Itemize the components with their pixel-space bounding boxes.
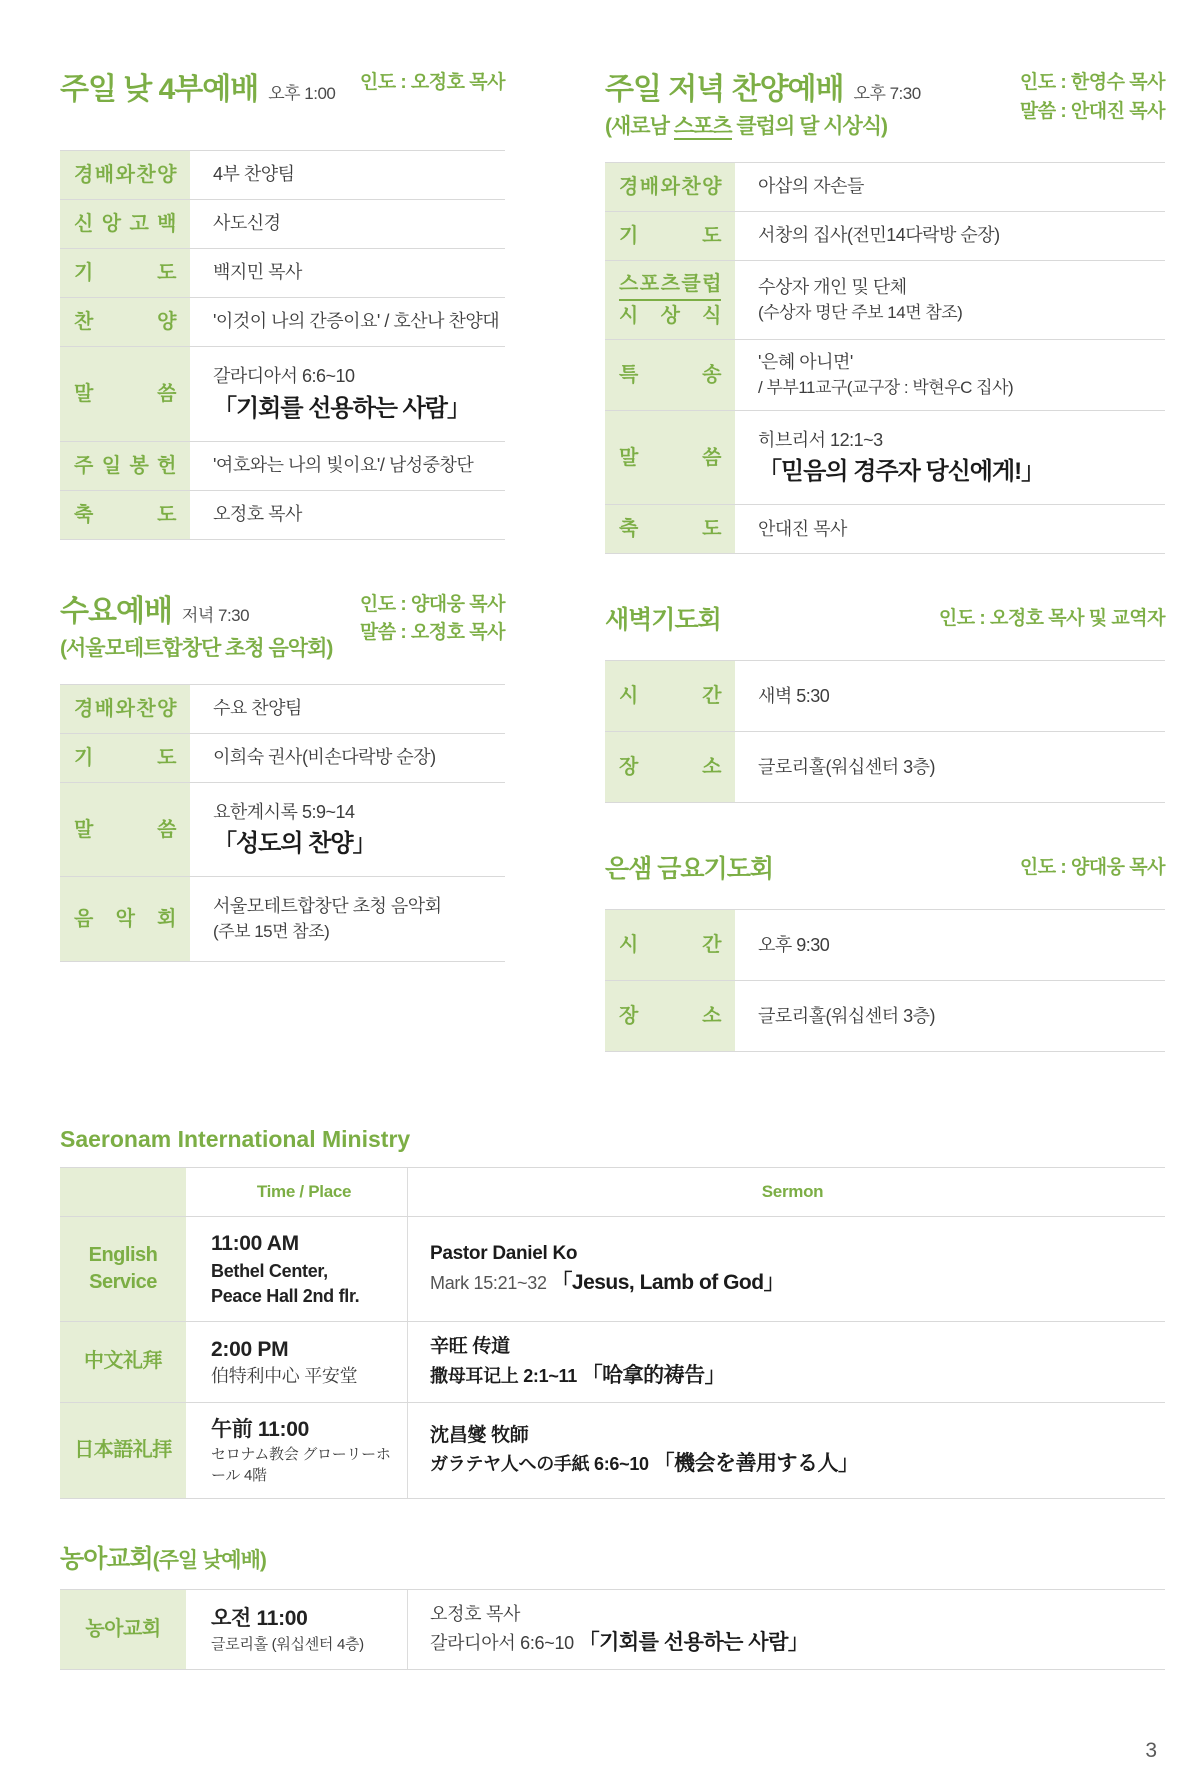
text-segment: 「기회를 선용하는 사람」 <box>213 394 470 422</box>
section-title: 은샘 금요기도회 <box>605 855 773 884</box>
row-label <box>605 910 735 980</box>
text-line <box>211 1284 397 1309</box>
text-line <box>213 260 505 286</box>
text-segment: 撒母耳记上 2:1~11 <box>430 1365 582 1386</box>
row-label <box>605 411 735 505</box>
text-line <box>211 1415 397 1444</box>
text-segment: 갈라디아서 6:6~10 <box>213 366 355 386</box>
text-line <box>211 1335 397 1364</box>
section-title-block <box>605 64 921 140</box>
row-label-line: 축 도 <box>74 503 176 526</box>
section-title-block <box>60 586 332 662</box>
text-segment: 새벽 5:30 <box>758 685 830 706</box>
time-place-cell <box>193 1217 407 1321</box>
row-label <box>605 981 735 1051</box>
row-content <box>197 442 505 490</box>
row-label <box>60 442 190 490</box>
service-row <box>605 261 1165 340</box>
text-segment: 「Jesus, Lamb of God」 <box>551 1270 785 1294</box>
text-segment: Peace Hall 2nd flr. <box>211 1285 360 1306</box>
text-segment: Bethel Center, <box>211 1260 328 1281</box>
service-row <box>60 200 505 249</box>
service-row <box>60 151 505 200</box>
section-leaders <box>360 64 505 98</box>
service-row <box>60 685 505 734</box>
service-table-friday-prayer <box>605 909 1165 1052</box>
two-column-layout <box>60 64 1165 1098</box>
text-segment: (주보 15면 참조) <box>213 922 330 942</box>
leader-line: 인도 : 한영수 목사 <box>1019 72 1165 93</box>
row-label-line: 주 일 봉 헌 <box>74 454 176 477</box>
text-line <box>211 1444 397 1486</box>
section-title-block <box>605 849 773 885</box>
service-row <box>605 981 1165 1052</box>
row-content <box>197 347 505 441</box>
section-time: 오후 1:00 <box>268 84 336 103</box>
text-segment: 오전 11:00 <box>211 1607 308 1631</box>
section-deaf-church <box>60 1539 1165 1670</box>
row-label <box>60 347 190 441</box>
text-segment: 히브리서 12:1~3 <box>758 429 883 450</box>
text-segment: 글로리홀(워십센터 3층) <box>758 756 935 777</box>
section-title: Saeronam International Ministry <box>60 1126 411 1153</box>
service-row <box>605 505 1165 554</box>
service-row <box>605 910 1165 981</box>
section-title: 수요예배 <box>60 594 172 628</box>
section-title: 새벽기도회 <box>605 606 721 635</box>
leader-line: 말씀 : 오정호 목사 <box>359 622 505 644</box>
text-line <box>213 393 505 424</box>
text-line <box>605 110 921 140</box>
text-line <box>758 301 1165 325</box>
section-wednesday-service <box>60 586 505 962</box>
row-content <box>742 661 1165 731</box>
text-segment: 「믿음의 경주자 당신에게!」 <box>758 458 1045 486</box>
text-line <box>758 684 1165 710</box>
text-segment: 沈昌燮 牧師 <box>430 1424 529 1446</box>
row-label <box>60 685 190 733</box>
column-header <box>60 1168 186 1216</box>
text-line <box>211 1604 397 1633</box>
row-label <box>605 261 735 339</box>
row-label-line: 찬 양 <box>74 311 176 333</box>
table-row <box>60 1590 1165 1669</box>
row-label-line: 스 포 츠 클 럽 <box>619 269 721 301</box>
row-label <box>60 877 190 961</box>
text-line <box>430 1628 1155 1657</box>
service-table-wednesday <box>60 684 505 962</box>
time-place-cell <box>193 1590 407 1669</box>
text-line <box>758 1004 1165 1030</box>
text-segment: 클럽의 달 시상식) <box>731 115 888 138</box>
leader-line: 인도 : 오정호 목사 <box>359 72 505 93</box>
row-label <box>60 298 190 346</box>
text-line <box>758 350 1165 376</box>
text-segment: 서울모테트합창단 초청 음악회 <box>213 896 442 917</box>
row-content <box>197 298 505 346</box>
row-label <box>60 249 190 297</box>
section-title: 주일 낮 4부예배 <box>60 73 259 106</box>
sermon-cell <box>407 1217 1165 1321</box>
row-content <box>742 732 1165 802</box>
text-line <box>430 1361 1155 1390</box>
text-line <box>211 1229 397 1258</box>
text-segment: 이희숙 권사(비손다락방 순장) <box>213 746 436 767</box>
row-label-line: 말 씀 <box>619 446 721 469</box>
row-content <box>742 212 1165 260</box>
text-segment: 오정호 목사 <box>213 503 302 524</box>
text-segment: セロナム教会 グローリーホール 4階 <box>211 1446 391 1485</box>
row-label-line: 특 송 <box>619 363 721 386</box>
row-label <box>60 783 190 877</box>
row-content <box>742 981 1165 1051</box>
section-title-suffix: (주일 낮예배) <box>152 1549 266 1573</box>
service-row <box>605 732 1165 803</box>
section-subtitle <box>60 632 332 662</box>
row-label <box>605 661 735 731</box>
text-segment: 글로리홀(워십센터 3층) <box>758 1005 935 1026</box>
section-subtitle <box>605 110 921 140</box>
service-table-sunday-evening <box>605 162 1165 554</box>
row-label-line: 말 씀 <box>74 382 176 405</box>
text-line <box>213 502 505 528</box>
row-label <box>605 212 735 260</box>
left-column <box>60 64 505 1098</box>
service-row <box>60 491 505 540</box>
text-line <box>213 162 505 188</box>
text-line <box>213 828 505 859</box>
text-segment: 백지민 목사 <box>213 262 302 283</box>
row-label-line: 경 배 와 찬 양 <box>74 697 176 720</box>
row-label-line: 장 소 <box>619 1005 721 1028</box>
section-friday-prayer <box>605 849 1165 1052</box>
service-row <box>605 411 1165 506</box>
section-header <box>605 849 1165 885</box>
row-content <box>742 261 1165 339</box>
text-segment: 스포츠 <box>673 115 732 138</box>
text-line <box>213 364 505 390</box>
text-segment: 「기회를 선용하는 사람」 <box>578 1630 809 1654</box>
section-header <box>605 64 1165 140</box>
text-segment: / 부부11교구(교구장 : 박현우C 집사) <box>758 377 1014 397</box>
text-segment: 수요 찬양팀 <box>213 697 302 718</box>
service-row <box>605 163 1165 212</box>
text-line <box>758 517 1165 543</box>
text-segment: '이것이 나의 간증이요' / 호산나 찬양대 <box>213 311 500 332</box>
text-segment: 요한계시록 5:9~14 <box>213 801 355 822</box>
text-line <box>430 1241 1155 1268</box>
text-segment: Mark 15:21~32 <box>430 1272 552 1293</box>
text-line <box>213 309 505 335</box>
row-label-line: 시 간 <box>619 685 721 708</box>
table-row <box>60 1403 1165 1498</box>
row-content <box>742 340 1165 410</box>
row-label: 日本語礼拝 <box>60 1403 186 1498</box>
text-segment: 안대진 목사 <box>758 518 847 539</box>
text-segment: 수상자 개인 및 단체 <box>758 277 907 298</box>
row-label-line: 장 소 <box>619 756 721 779</box>
text-segment: 2:00 PM <box>211 1337 289 1361</box>
text-segment: 「성도의 찬양」 <box>213 830 376 858</box>
row-label-line: 시 상 식 <box>619 305 721 327</box>
text-line <box>213 920 505 944</box>
leader-line: 말씀 : 안대진 목사 <box>1019 100 1165 122</box>
right-column <box>605 64 1165 1098</box>
row-content <box>197 877 505 961</box>
text-segment: 11:00 AM <box>211 1232 299 1256</box>
text-segment: '은혜 아니면' <box>758 352 853 372</box>
text-segment: 사도신경 <box>213 213 281 234</box>
text-line <box>430 1423 1155 1450</box>
row-label <box>605 163 735 211</box>
text-segment: 辛旺 传道 <box>430 1335 510 1357</box>
text-line <box>430 1334 1155 1361</box>
table-row <box>60 1322 1165 1403</box>
row-label-line: 시 간 <box>619 934 721 957</box>
deaf-church-table <box>60 1589 1165 1670</box>
text-segment: 서창의 집사(전민14다락방 순장) <box>758 225 1000 246</box>
section-title: 농아교회 <box>60 1545 153 1574</box>
row-content <box>197 151 505 199</box>
international-ministry-table <box>60 1167 1165 1499</box>
text-line <box>213 894 505 920</box>
section-title-block <box>60 1539 1165 1575</box>
row-label-line: 축 도 <box>619 518 721 541</box>
row-content <box>742 505 1165 553</box>
text-segment: 「哈拿的祷告」 <box>581 1363 726 1387</box>
row-label-line: 음 악 회 <box>74 908 176 931</box>
text-line <box>213 211 505 237</box>
row-label-line: 신 앙 고 백 <box>74 213 176 235</box>
text-segment: 午前 11:00 <box>211 1417 309 1441</box>
section-dawn-prayer <box>605 600 1165 803</box>
text-line <box>430 1449 1155 1478</box>
row-content <box>197 685 505 733</box>
text-segment: ガラテヤ人への手紙 6:6~10 <box>430 1454 654 1475</box>
section-leaders <box>939 600 1165 634</box>
row-label <box>60 491 190 539</box>
leader-line: 인도 : 양대웅 목사 <box>359 593 505 615</box>
section-header <box>60 64 505 128</box>
row-label: English Service <box>60 1217 186 1321</box>
row-label <box>60 200 190 248</box>
row-label-line: 말 씀 <box>74 818 176 841</box>
text-segment: '여호와는 나의 빛이요'/ 남성중창단 <box>213 454 474 475</box>
text-segment: 아삽의 자손들 <box>758 176 864 197</box>
text-segment: (수상자 명단 주보 14면 참조) <box>758 302 963 322</box>
leader-line: 인도 : 오정호 목사 및 교역자 <box>938 608 1165 630</box>
row-content <box>742 910 1165 980</box>
service-row <box>60 734 505 783</box>
row-content <box>197 491 505 539</box>
section-time: 저녁 7:30 <box>181 605 250 625</box>
table-row <box>60 1217 1165 1322</box>
text-segment: 「機会を善用する人」 <box>653 1452 859 1476</box>
row-label-line: 경 배 와 찬 양 <box>619 176 721 198</box>
text-line <box>758 275 1165 301</box>
row-label: 中文礼拜 <box>60 1322 186 1402</box>
text-segment: (새로남 <box>605 115 674 138</box>
table-header-row <box>60 1168 1165 1217</box>
time-place-cell <box>193 1322 407 1402</box>
text-line <box>211 1634 397 1655</box>
row-label <box>605 340 735 410</box>
text-segment: 오정호 목사 <box>430 1604 521 1625</box>
section-sunday-4th-service <box>60 64 505 540</box>
sermon-cell <box>407 1403 1165 1498</box>
row-label <box>60 151 190 199</box>
section-header <box>605 600 1165 636</box>
service-row <box>605 661 1165 732</box>
service-row <box>60 783 505 878</box>
row-content <box>742 411 1165 505</box>
row-content <box>197 249 505 297</box>
service-row <box>60 347 505 442</box>
sermon-cell <box>407 1590 1165 1669</box>
service-table-dawn-prayer <box>605 660 1165 803</box>
section-leaders <box>360 586 505 648</box>
text-line <box>758 174 1165 200</box>
section-title-block <box>60 64 335 108</box>
section-header <box>60 586 505 662</box>
section-international-ministry <box>60 1126 1165 1499</box>
row-content <box>197 783 505 877</box>
service-row <box>605 340 1165 411</box>
text-line <box>430 1268 1155 1297</box>
text-line <box>758 376 1165 400</box>
section-time: 오후 7:30 <box>853 84 921 103</box>
leader-line: 인도 : 양대웅 목사 <box>1019 857 1165 879</box>
row-label-line: 기 도 <box>74 262 176 284</box>
text-line <box>213 800 505 826</box>
text-line <box>213 745 505 771</box>
section-title-block <box>605 600 721 636</box>
text-line <box>213 453 505 479</box>
row-content <box>742 163 1165 211</box>
text-line <box>211 1364 397 1389</box>
text-segment: 伯特利中心 平安堂 <box>211 1366 358 1387</box>
row-content <box>197 734 505 782</box>
row-content <box>197 200 505 248</box>
text-line <box>758 755 1165 781</box>
section-leaders <box>1020 849 1165 883</box>
service-row <box>605 212 1165 261</box>
row-label: 농아교회 <box>60 1590 186 1669</box>
text-segment: 글로리홀 (워십센터 4층) <box>211 1635 364 1653</box>
service-row <box>60 877 505 962</box>
text-segment: 갈라디아서 6:6~10 <box>430 1632 579 1653</box>
page-number: 3 <box>1145 1739 1157 1762</box>
sermon-cell <box>407 1322 1165 1402</box>
service-row <box>60 249 505 298</box>
text-segment: 4부 찬양팀 <box>213 164 295 185</box>
text-line <box>60 632 332 662</box>
column-header: Time / Place <box>256 1182 352 1202</box>
service-row <box>60 442 505 491</box>
text-line <box>758 456 1165 487</box>
section-title: 주일 저녁 찬양예배 <box>605 73 844 106</box>
row-label-line: 기 도 <box>619 225 721 247</box>
text-segment: (서울모테트합창단 초청 음악회) <box>60 636 333 660</box>
text-line <box>211 1259 397 1284</box>
row-label-line: 경 배 와 찬 양 <box>74 164 176 186</box>
text-segment: 오후 9:30 <box>758 934 830 955</box>
text-line <box>758 933 1165 959</box>
text-line <box>213 696 505 722</box>
time-place-cell <box>193 1403 407 1498</box>
text-segment: Pastor Daniel Ko <box>430 1243 578 1265</box>
section-sunday-evening-praise <box>605 64 1165 554</box>
text-line <box>430 1602 1155 1627</box>
row-label <box>60 734 190 782</box>
service-table-sunday-4th <box>60 150 505 540</box>
section-leaders <box>1020 64 1165 126</box>
row-label <box>605 732 735 802</box>
text-line <box>758 223 1165 249</box>
row-label <box>605 505 735 553</box>
service-row <box>60 298 505 347</box>
column-header: Sermon <box>407 1168 1165 1216</box>
text-line <box>758 428 1165 454</box>
row-label-line: 기 도 <box>74 746 176 769</box>
